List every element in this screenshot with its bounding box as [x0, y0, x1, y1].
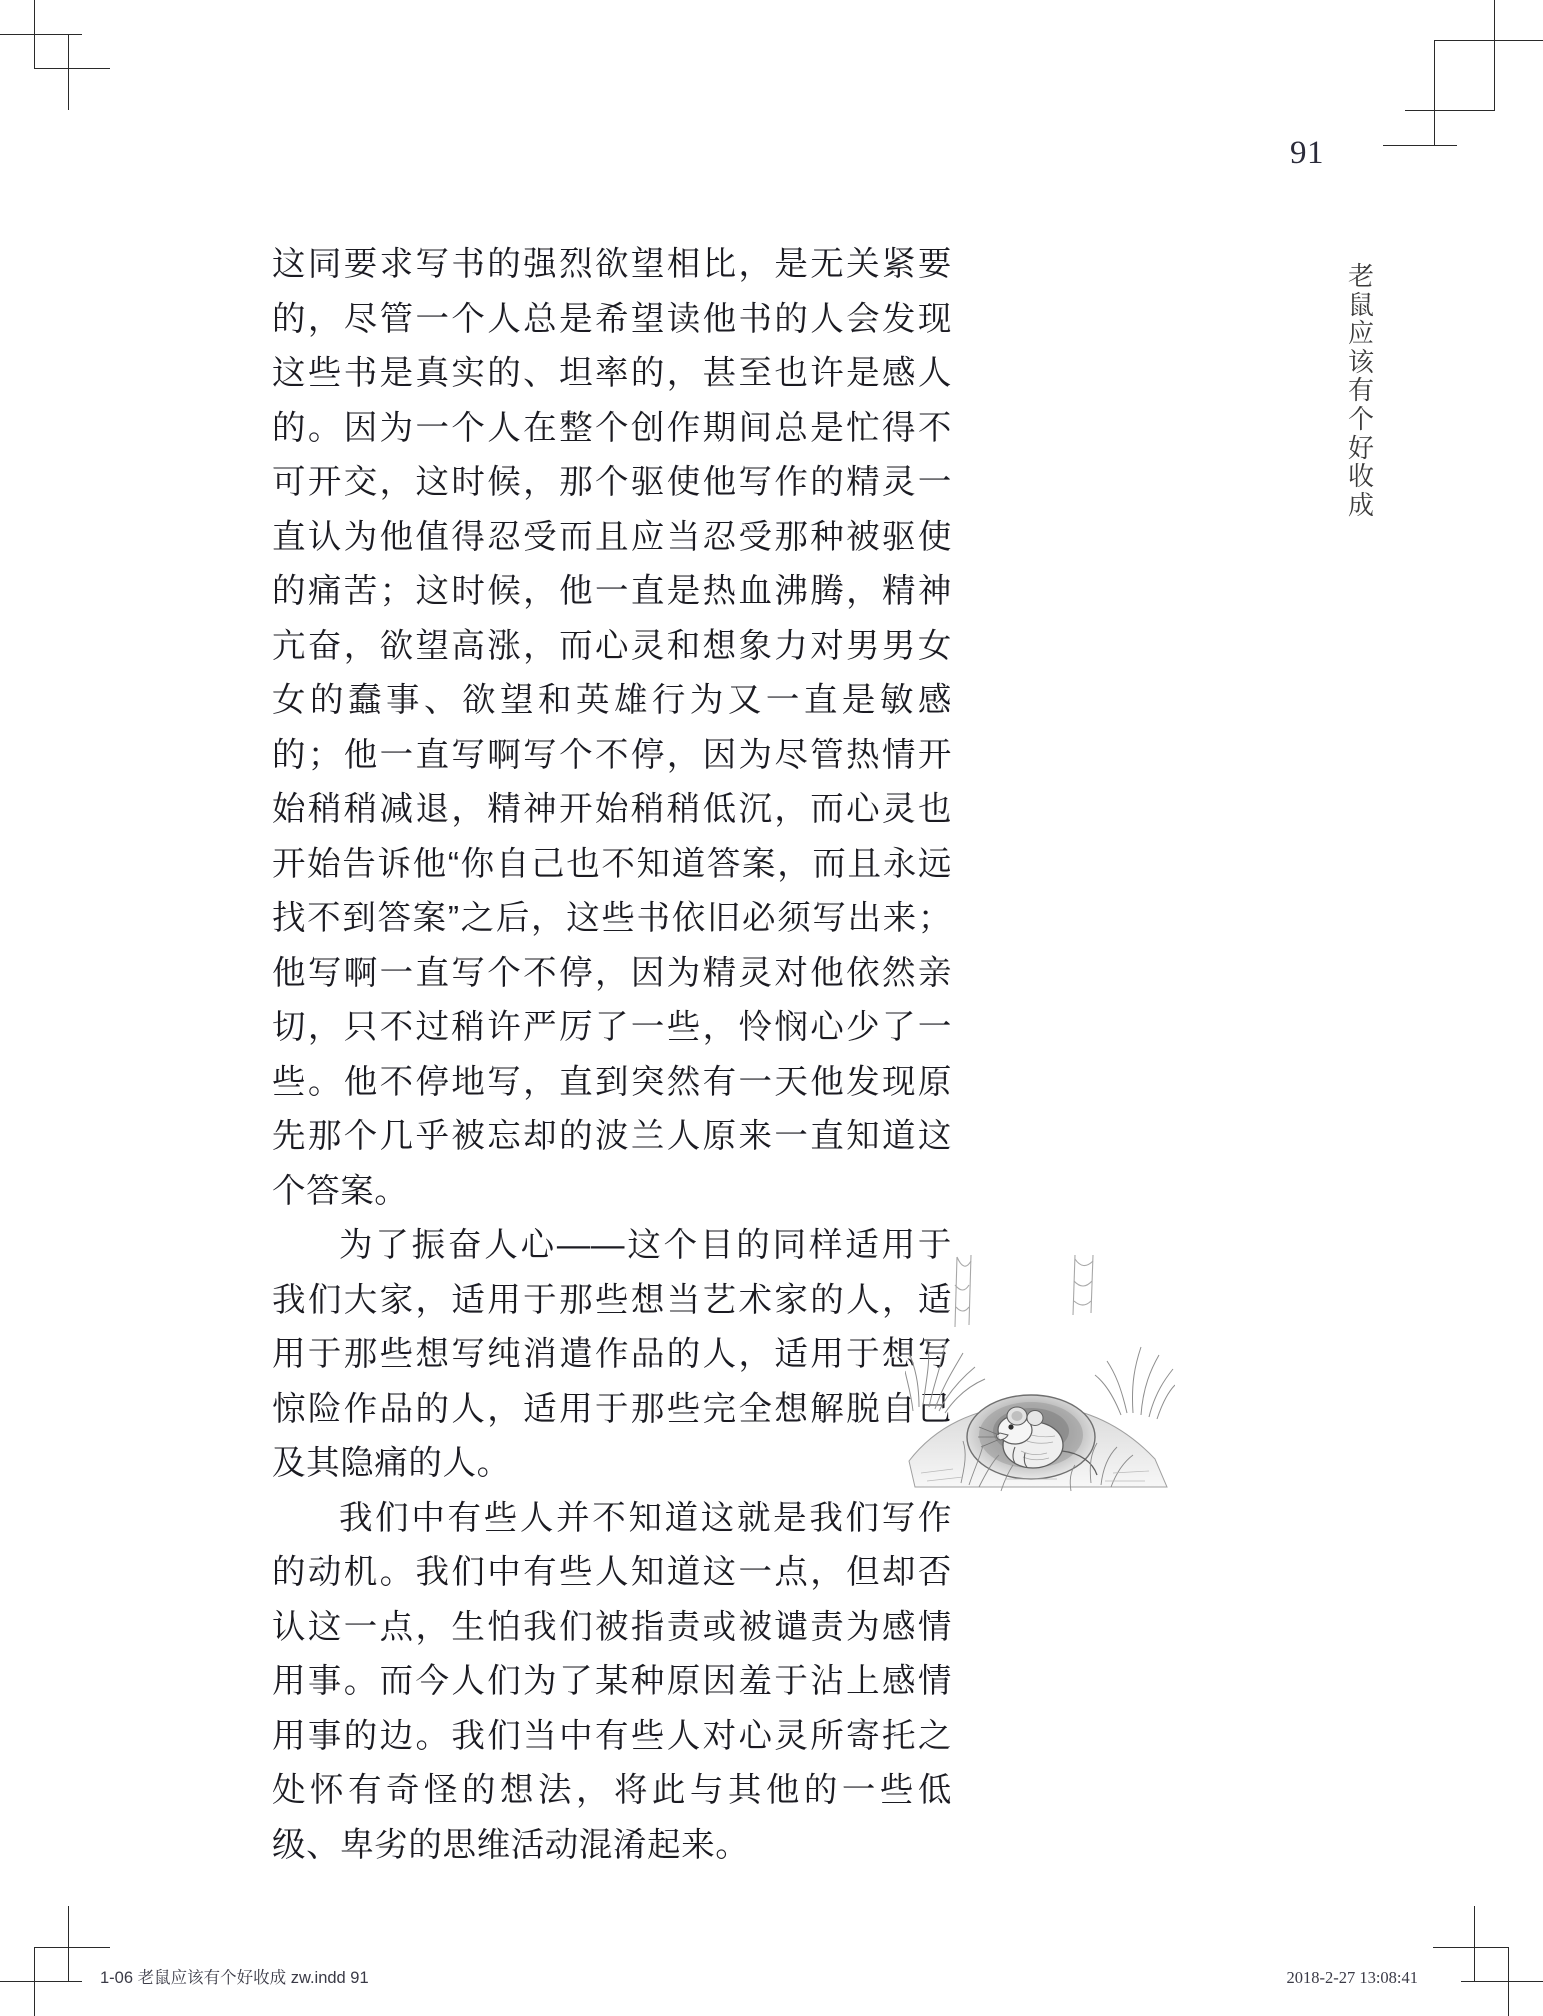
crop-mark-bottom-left: [0, 1906, 110, 2016]
footer-timestamp: 2018-2-27 13:08:41: [1286, 1968, 1418, 1987]
crop-mark-top-left: [0, 0, 110, 110]
page-number: 91: [1290, 135, 1324, 171]
crop-mark-bottom-right: [1433, 1906, 1543, 2016]
running-head-char: 成: [1347, 489, 1374, 520]
paragraph: 我们中有些人并不知道这就是我们写作的动机。我们中有些人知道这一点，但却否认这一点，生怕我们被指责或被谴责为感情用事。而今人们为了某种原因羞于沾上感情用事的边。我们当中有些人对心灵所寄托之处怀有奇怪的想法，将此与其他的一些低级、卑劣的思维活动混淆起来。: [272, 1499, 952, 1864]
running-head-vertical: [1340, 262, 1382, 519]
paragraph: 为了振奋人心——这个目的同样适用于我们大家，适用于那些想当艺术家的人，适用于那些想写纯消遣作品的人，适用于想写惊险作品的人，适用于那些完全想解脱自己及其隐痛的人。: [272, 1227, 952, 1482]
running-head-char: 个: [1347, 403, 1374, 434]
body-text-block: [272, 238, 952, 1873]
footer-filename: 1-06 老鼠应该有个好收成 zw.indd 91: [100, 1969, 369, 1987]
running-head-char: 老: [1347, 261, 1374, 291]
running-head-char: 该: [1347, 346, 1374, 377]
mouse-in-burrow-illustration: [905, 1255, 1175, 1505]
running-head-char: 好: [1347, 432, 1374, 463]
running-head-char: 应: [1347, 318, 1374, 349]
running-head-char: 收: [1347, 461, 1374, 492]
crop-mark-top-right: [1383, 0, 1543, 175]
paragraph: 这同要求写书的强烈欲望相比，是无关紧要的，尽管一个人总是希望读他书的人会发现这些书是真实的、坦率的，甚至也许是感人的。因为一个人在整个创作期间总是忙得不可开交，这时候，那个驱使他写作的精灵一直认为他值得忍受而且应当忍受那种被驱使的痛苦；这时候，他一直是热血沸腾，精神亢奋，欲望高涨，而心灵和想象力对男男女女的蠢事、欲望和英雄行为又一直是敏感的；他一直写啊写个不停，因为尽管热情开始稍稍减退，精神开始稍稍低沉，而心灵也开始告诉他“你自己也不知道答案，而且永远找不到答案”之后，这些书依旧必须写出来；他写啊一直写个不停，因为精灵对他依然亲切，只不过稍许严厉了一些，怜悯心少了一些。他不停地写，直到突然有一天他发现原先那个几乎被忘却的波兰人原来一直知道这个答案。: [272, 246, 952, 1210]
running-head-char: 有: [1347, 375, 1374, 406]
running-head-char: 鼠: [1347, 289, 1374, 320]
